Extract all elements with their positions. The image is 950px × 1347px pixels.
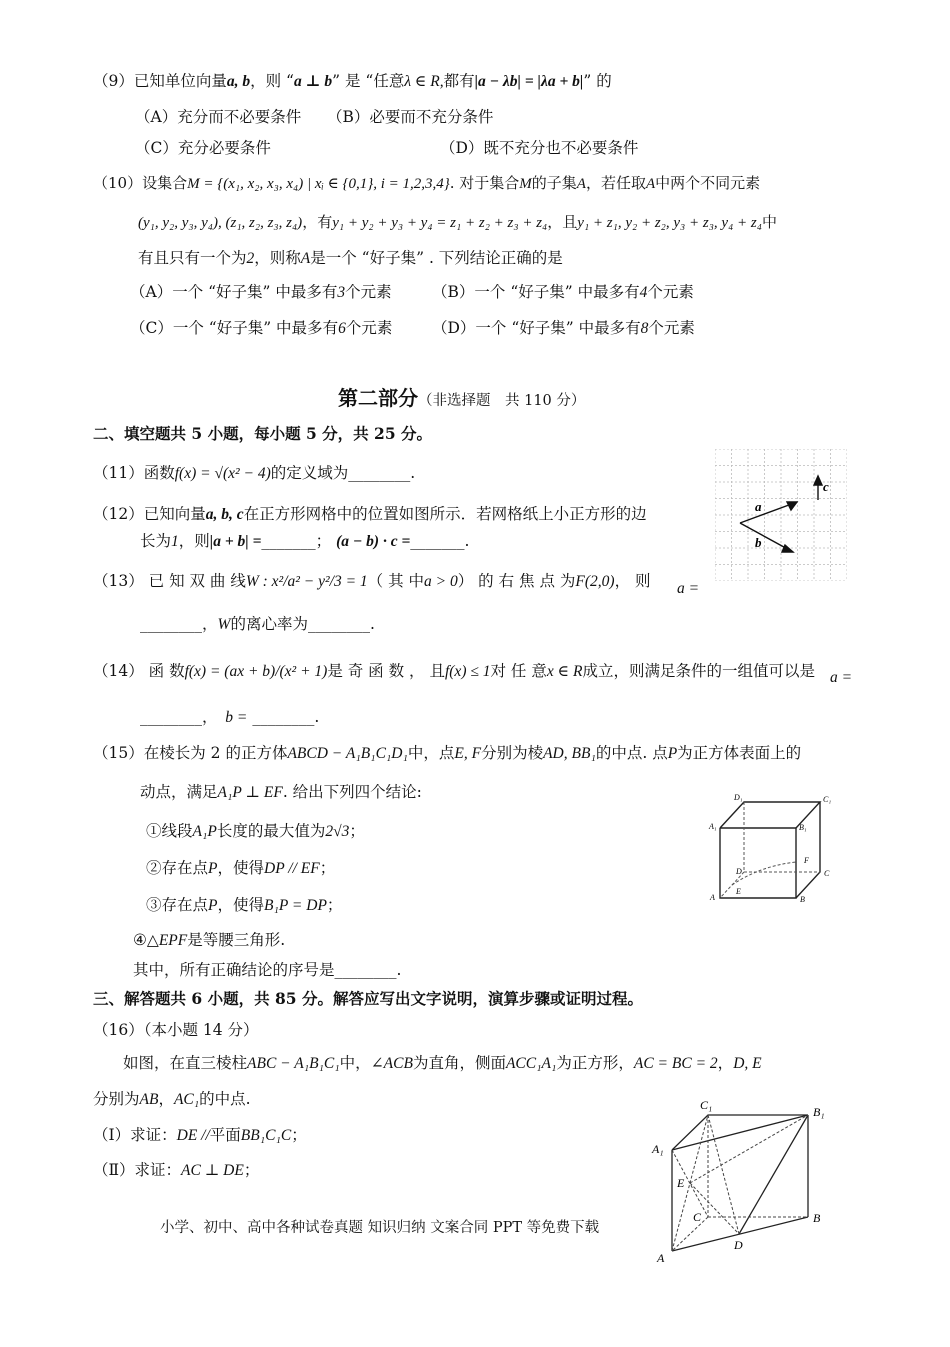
q15-text-7: . 给出下列四个结论: (282, 783, 422, 801)
vector-grid-figure (715, 449, 847, 581)
part2-subtitle: （非选择题 共 110 分） (418, 393, 586, 409)
vector-a-head (787, 502, 797, 510)
q12-text-3: 长为 (140, 532, 172, 550)
label-a1: A₁ (709, 822, 717, 831)
q10-text-3: 的子集 (531, 174, 577, 192)
q15-final: 其中，所有正确结论的序号是________. (133, 961, 402, 979)
vector-c-head (814, 476, 822, 485)
q16-line2 (93, 1088, 251, 1111)
q9-text-3: ” 是 “任意 (332, 72, 405, 90)
label-d1: D₁ (734, 793, 743, 802)
cube-figure (700, 790, 850, 908)
label-a1: A₁ (652, 1142, 664, 1156)
q10-opt-c-text: （C）一个 “好子集” 中最多有 (130, 319, 339, 337)
q15-conclusion-2 (146, 857, 335, 880)
q10-text-11: 是一个 “好子集” . 下列结论正确的是 (310, 249, 563, 267)
q15-sym-p: P (667, 745, 678, 762)
q16-text-3: 为直角，侧面 (412, 1054, 506, 1072)
grid-lines (715, 449, 847, 581)
q10-opt-a-text: （A）一个 “好子集” 中最多有 (130, 283, 338, 301)
q10-sym-m: M (519, 176, 532, 192)
label-c: C (693, 1210, 702, 1224)
q9-equation: |a − λb| = |λa + b| (474, 73, 584, 90)
q10-tuples: (y₁, y₂, y₃, y₄), (z₁, z₂, z₃, z₄) (138, 215, 303, 231)
q16-part2-text-2: ； (243, 1161, 260, 1179)
q15-c1-text-2: 长度的最大值为 (216, 822, 326, 840)
label-b1: B₁ (813, 1105, 825, 1119)
q16-part2-text-1: （Ⅱ）求证： (93, 1161, 182, 1179)
q11-function: f(x) = √(x² − 4) (174, 465, 271, 482)
label-b: B (800, 895, 805, 904)
q15-line1 (93, 742, 801, 765)
q10-text-7: ，且 (547, 213, 578, 231)
q15-conclusion-1 (146, 820, 365, 843)
q14-text-2: 是 奇 函 数 ， 且 (327, 662, 445, 680)
q16-part1-text-3: ； (291, 1126, 307, 1144)
q11 (93, 462, 415, 485)
q15-c3-expr: B₁P = DP (264, 897, 327, 914)
label-d: D (734, 1238, 743, 1252)
label-c: c (823, 479, 829, 494)
q10-option-c (130, 317, 392, 340)
q16-angle: ∠ACB (370, 1055, 413, 1072)
q16-part-1 (93, 1124, 307, 1147)
q16-header: （16）（本小题 14 分） (93, 1021, 259, 1039)
q10-option-a (130, 281, 392, 304)
q16-equation: AC = BC = 2 (633, 1055, 718, 1072)
q9-option-a: （A）充分而不必要条件 (135, 108, 302, 126)
q15-conclusion-4 (133, 929, 285, 952)
q10-opt-a-unit: 个元素 (345, 283, 392, 301)
q14-text-3: 对 任 意 (490, 662, 547, 680)
q15-text-1: （15）在棱长为 2 的正方体 (93, 744, 288, 762)
label-b: b (755, 535, 762, 550)
q10-opt-d-num: 8 (640, 320, 649, 337)
q15-conclusion-3 (146, 894, 342, 917)
q16-text-2: 中， (339, 1054, 371, 1072)
q16-prism: ABC − A₁B₁C₁ (247, 1055, 340, 1072)
q15-c3-text-1: ③存在点 (146, 896, 209, 914)
q16-seg-ac1: AC₁ (173, 1091, 200, 1108)
q15-points: E, F (454, 745, 482, 762)
label-c: C (824, 869, 830, 878)
q15-c2-text-1: ②存在点 (146, 859, 209, 877)
q10-sum: y₁ + y₂ + y₃ + y₄ = z₁ + z₂ + z₃ + z₄ (332, 215, 548, 231)
q10-text-5: 中两个不同元素 (655, 174, 761, 192)
q10-stem (93, 172, 760, 195)
q15-c1-value: 2√3 (325, 823, 350, 840)
label-c1: C₁ (700, 1098, 713, 1112)
q10-text-10: ，则称 (254, 249, 301, 267)
q12-text-4: ，则 (178, 532, 210, 550)
q12-expr-2: (a − b) · c = (336, 533, 411, 550)
q9-vectors: a, b (226, 73, 251, 90)
q10-opt-c-unit: 个元素 (345, 319, 393, 337)
q10-option-b (432, 281, 694, 304)
q15-cube: ABCD − A₁B₁C₁D₁ (287, 745, 408, 762)
q15-c2-text-2: ，使得 (217, 859, 264, 877)
q14-text-1: （14） 函 数 (93, 662, 185, 680)
q10-opt-d-unit: 个元素 (648, 319, 695, 337)
q16-text-5: ， (717, 1054, 734, 1072)
q15-c3-text-3: ； (326, 896, 343, 914)
q14-blank-2: ________. (252, 708, 320, 726)
q15-c1-segment: A₁P (192, 823, 217, 840)
q10-sym-a-3: A (300, 250, 311, 267)
q14-line2 (140, 706, 319, 729)
q12-text-2: 在正方形网格中的位置如图所示．若网格纸上小正方形的边 (243, 505, 647, 523)
q14-function: f(x) = (ax + b)/(x² + 1) (184, 663, 328, 680)
q10-opt-b-unit: 个元素 (647, 283, 694, 301)
q15-text-2: 中，点 (407, 744, 455, 762)
q10-sym-a-2: A (645, 176, 656, 192)
q10-opt-d-text: （D）一个 “好子集” 中最多有 (432, 319, 641, 337)
q10-line3 (138, 247, 563, 270)
q16-part1-text-2: 平面 (209, 1126, 241, 1144)
q9-stem (93, 70, 612, 93)
q16-part-2 (93, 1159, 259, 1182)
q15-text-5: 为正方体表面上的 (677, 744, 802, 762)
q13-cond: a > 0 (424, 573, 458, 590)
q14-a-equals: a = (830, 669, 853, 686)
q15-line2 (140, 781, 422, 804)
q13-line1 (93, 570, 651, 593)
label-a: A (710, 893, 715, 902)
q16-line1 (123, 1052, 762, 1075)
label-f: F (804, 856, 809, 865)
q12-blank-1: _______； (261, 532, 332, 550)
q10-opt-b-text: （B）一个 “好子集” 中最多有 (432, 283, 640, 301)
q15-perp: A₁P ⊥ EF (217, 784, 283, 801)
q14-line1 (93, 660, 815, 683)
q9-text-5: ” 的 (583, 72, 612, 90)
q9-option-d: （D）既不充分也不必要条件 (440, 139, 639, 157)
q16-text-7: ， (158, 1090, 174, 1108)
q10-two: 2 (246, 250, 255, 267)
label-c1: C₁ (823, 795, 832, 804)
q10-text-2: . 对于集合 (449, 174, 520, 192)
label-e: E (736, 887, 741, 896)
q16-part1-text-1: （Ⅰ）求证： (93, 1126, 177, 1144)
q13-blank-2: 的离心率为________. (230, 615, 375, 633)
q10-option-d (432, 317, 695, 340)
segment-b1-d (739, 1115, 808, 1234)
q11-text-1: （11）函数 (93, 464, 175, 482)
q14-domain: x ∈ R (546, 663, 583, 680)
q10-opt-b-num: 4 (639, 284, 648, 301)
q14-text-4: 成立，则满足条件的一组值可以是 (582, 662, 815, 680)
q10-text-1: （10）设集合 (93, 174, 188, 192)
q12-one: 1 (171, 533, 179, 550)
q16-part1-face: BB₁C₁C (240, 1127, 292, 1144)
q14-b-equals: b = (225, 709, 248, 726)
q9-option-b: （B）必要而不充分条件 (327, 108, 494, 126)
q11-text-2: 的定义域为________. (270, 464, 416, 482)
q15-c3-text-2: ，使得 (217, 896, 264, 914)
section2-header: 二、填空题共 5 小题，每小题 5 分，共 25 分。 (93, 424, 433, 443)
q9-text-2: ，则 “ (250, 72, 294, 90)
q14-cond: f(x) ≤ 1 (444, 663, 491, 680)
page-footer: 小学、初中、高中各种试卷真题 知识归纳 文案合同 PPT 等免费下载 (160, 1220, 600, 1236)
q15-c2-p: P (208, 860, 218, 877)
vector-b-head (782, 545, 793, 552)
q13-line2 (140, 613, 375, 636)
label-b1: B₁ (799, 823, 807, 832)
q13-text-2: （ 其 中 (367, 572, 425, 590)
q15-text-3: 分别为棱 (481, 744, 544, 762)
q13-blank-1: ________， (140, 615, 218, 633)
q16-seg-ab: AB (139, 1091, 159, 1108)
q12-expr-1: |a + b| = (209, 533, 262, 550)
q14-blank-1: ________， (140, 708, 210, 726)
q13-a-equals: a = (677, 580, 700, 597)
q15-edges: AD, BB₁ (543, 745, 596, 762)
q12-blank-2: _______. (410, 532, 470, 550)
edge-a1-b1 (672, 1115, 808, 1150)
q9-option-c: （C）充分必要条件 (135, 139, 271, 157)
q16-text-6: 分别为 (93, 1090, 140, 1108)
label-e: E (677, 1176, 685, 1190)
q16-part2-expr: AC ⊥ DE (181, 1162, 244, 1179)
q10-text-4: ，若任取 (585, 174, 646, 192)
q15-c4-text-1: ④ (133, 931, 147, 949)
q15-c1-text-3: ； (349, 822, 365, 840)
q10-set-m: M = {(x₁, x₂, x₃, x₄) | xᵢ ∈ {0,1}, i = 1,2,3,4} (187, 176, 450, 192)
part2-heading (338, 385, 585, 414)
q15-c2-text-3: ； (319, 859, 336, 877)
q16-text-8: 的中点. (199, 1090, 251, 1108)
q13-text-3: ） 的 右 焦 点 为 (457, 572, 576, 590)
q15-c4-text-2: 是等腰三角形. (187, 931, 286, 949)
q9-text-1: （9）已知单位向量 (93, 72, 227, 90)
q10-text-6: ，有 (302, 213, 333, 231)
q15-text-6: 动点，满足 (140, 783, 218, 801)
q9-lambda: λ ∈ R, (404, 73, 444, 90)
section3-header: 三、解答题共 6 小题，共 85 分。解答应写出文字说明，演算步骤或证明过程。 (93, 989, 643, 1008)
q10-line2 (138, 211, 777, 234)
q10-opt-a-num: 3 (337, 284, 346, 301)
q12-line1 (93, 503, 647, 526)
q15-c4-triangle: △EPF (146, 932, 188, 949)
q13-curve: W : x²/a² − y²/3 = 1 (245, 573, 368, 590)
q10-opt-c-num: 6 (338, 320, 346, 337)
q16-text-4: 为正方形， (556, 1054, 634, 1072)
q15-c3-p: P (208, 897, 218, 914)
label-d: D (736, 867, 742, 876)
q9-text-4: 都有 (443, 72, 475, 90)
segment-c1-d (708, 1115, 739, 1234)
q10-text-9: 有且只有一个为 (138, 249, 247, 267)
q15-c2-expr: DP // EF (264, 860, 320, 877)
q16-part1-expr: DE // (176, 1127, 210, 1144)
q12-text-1: （12）已知向量 (93, 505, 206, 523)
cube-right-edges (796, 802, 820, 898)
part2-title: 第二部分 (338, 386, 418, 410)
q13-text-4: ， 则 (614, 572, 651, 590)
q15-text-4: 的中点. 点 (595, 744, 668, 762)
q9-perp: a ⊥ b (293, 73, 333, 90)
q12-line2 (140, 530, 469, 553)
label-a: A (657, 1251, 665, 1265)
label-b: B (813, 1211, 821, 1225)
q10-pairs: y₁ + z₁, y₂ + z₂, y₃ + z₃, y₄ + z₄ (577, 215, 762, 231)
q13-focus: F(2,0) (575, 573, 615, 590)
q16-text-1: 如图，在直三棱柱 (123, 1054, 248, 1072)
q10-text-8: 中 (761, 213, 777, 231)
q15-c1-text-1: ①线段 (146, 822, 193, 840)
cube-front-face (720, 828, 796, 898)
q16-face: ACC₁A₁ (505, 1055, 557, 1072)
segment-e-d (690, 1183, 739, 1234)
q16-points: D, E (733, 1055, 762, 1072)
q10-sym-a: A (576, 176, 586, 192)
q12-vectors: a, b, c (205, 506, 244, 523)
q13-text-1: （13） 已 知 双 曲 线 (93, 572, 246, 590)
label-a: a (755, 499, 762, 514)
prism-figure (650, 1095, 830, 1265)
q13-sym-w: W (217, 616, 231, 633)
